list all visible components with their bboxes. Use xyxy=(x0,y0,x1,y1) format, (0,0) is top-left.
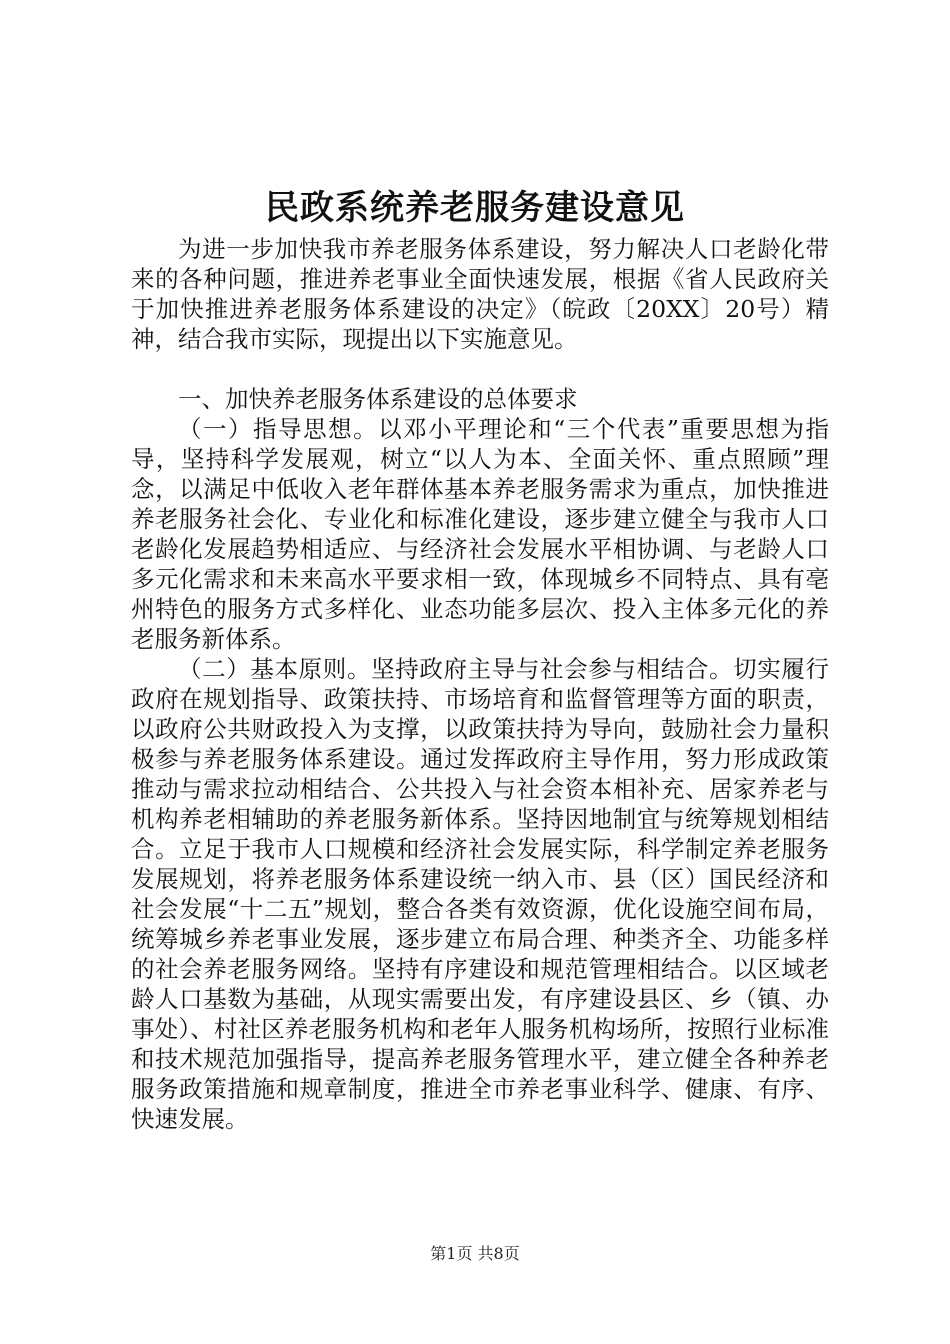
intro-paragraph: 为进一步加快我市养老服务体系建设，努力解决人口老龄化带来的各种问题，推进养老事业全面快速发展，根据《省人民政府关于加快推进养老服务体系建设的决定》（皖政〔20XX〕20号）精神，结合我市实际，现提出以下实施意见。 xyxy=(131,235,829,353)
section-heading: 一、加快养老服务体系建设的总体要求 xyxy=(178,385,578,413)
document-body xyxy=(131,234,829,1134)
basic-principles-paragraph: （二）基本原则。坚持政府主导与社会参与相结合。切实履行政府在规划指导、政策扶持、市场培育和监督管理等方面的职责，以政府公共财政投入为支撑，以政策扶持为导向，鼓励社会力量积极参与养老服务体系建设。通过发挥政府主导作用，努力形成政策推动与需求拉动相结合、公共投入与社会资本相补充、居家养老与机构养老相辅助的养老服务新体系。坚持因地制宜与统筹规划相结合。立足于我市人口规模和经济社会发展实际，科学制定养老服务发展规划，将养老服务体系建设统一纳入市、县（区）国民经济和社会发展“十二五”规划，整合各类有效资源，优化设施空间布局，统筹城乡养老事业发展，逐步建立布局合理、种类齐全、功能多样的社会养老服务网络。坚持有序建设和规范管理相结合。以区域老龄人口基数为基础，从现实需要出发，有序建设县区、乡（镇、办事处）、村社区养老服务机构和老年人服务机构场所，按照行业标准和技术规范加强指导，提高养老服务管理水平，建立健全各种养老服务政策措施和规章制度，推进全市养老事业科学、健康、有序、快速发展。 xyxy=(131,655,829,1133)
document-title: 民政系统养老服务建设意见 xyxy=(265,188,685,228)
guiding-ideology-paragraph: （一）指导思想。以邓小平理论和“三个代表”重要思想为指导，坚持科学发展观，树立“以人为本、全面关怀、重点照顾”理念，以满足中低收入老年群体基本养老服务需求为重点，加快推进养老服务社会化、专业化和标准化建设，逐步建立健全与我市人口老龄化发展趋势相适应、与经济社会发展水平相协调、与老龄人口多元化需求和未来高水平要求相一致，体现城乡不同特点、具有亳州特色的服务方式多样化、业态功能多层次、投入主体多元化的养老服务新体系。 xyxy=(131,415,829,653)
page-number-footer: 第1页 共8页 xyxy=(430,1244,520,1263)
